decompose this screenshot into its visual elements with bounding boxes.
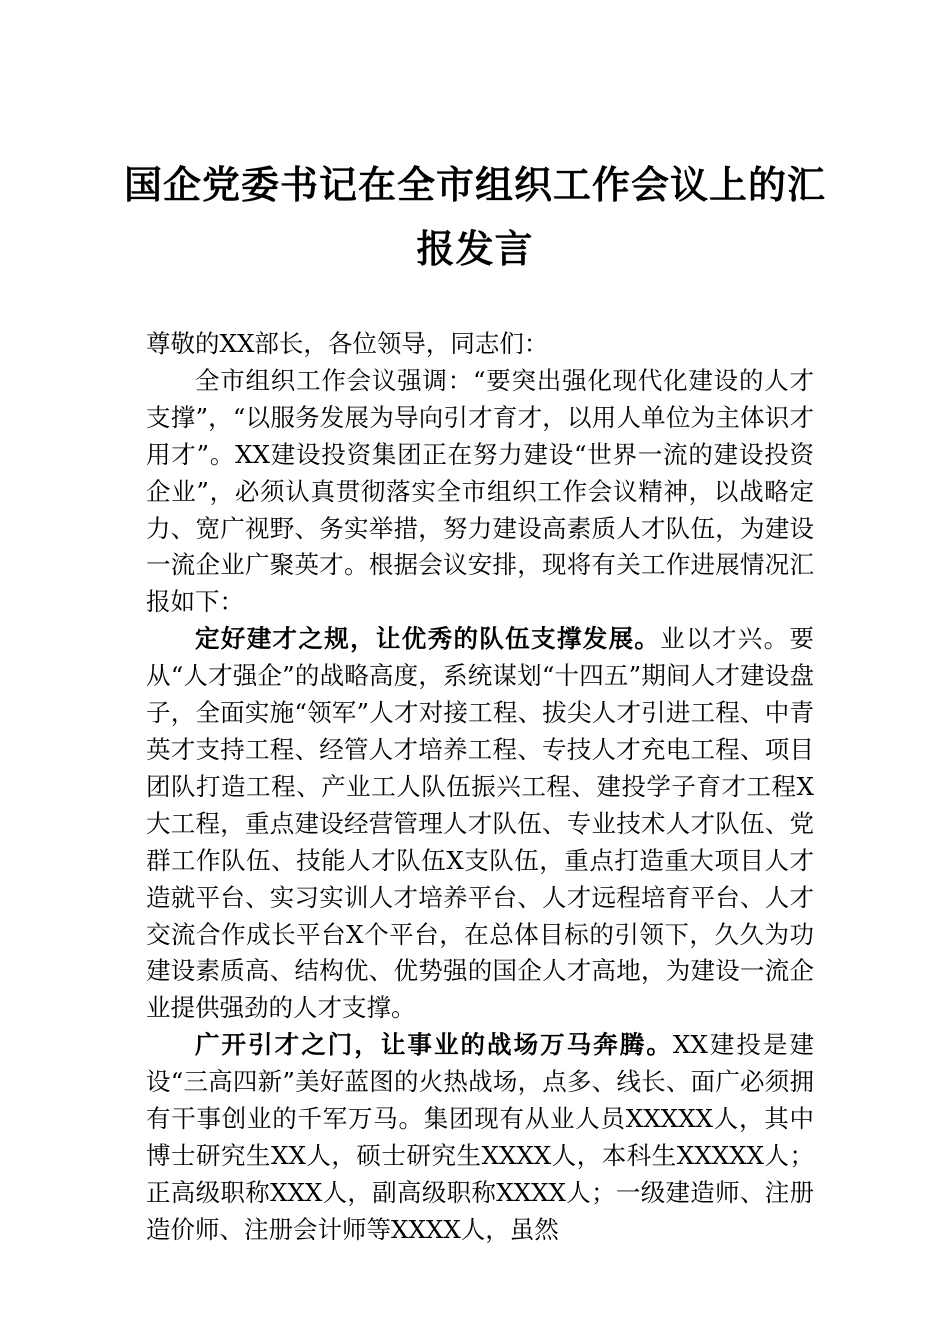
paragraph-talent-recruitment [146,1027,814,1248]
document-title-line-1: 国企党委书记在全市组织工作会议上的汇 [123,162,826,207]
paragraph-talent-recruitment-heading: 广开引才之门，让事业的战场万马奔腾。 [195,1030,673,1060]
paragraph-talent-rules-text: 业以才兴。要从“人才强企”的战略高度，系统谋划“十四五”期间人才建设盘子，全面实施“领军”人才对接工程、拔尖人才引进工程、中青英才支持工程、经管人才培养工程、专技人才充电工程、项目团队打造工程、产业工人队伍振兴工程、建投学子育才工程X大工程，重点建设经营管理人才队伍、专业技术人才队伍、党群工作队伍、技能人才队伍X支队伍，重点打造重大项目人才造就平台、实习实训人才培养平台、人才远程培育平台、人才交流合作成长平台X个平台，在总体目标的引领下，久久为功建设素质高、结构优、优势强的国企人才高地，为建设一流企业提供强劲的人才支撑。 [146,624,815,1023]
paragraph-talent-rules [146,621,814,1027]
document-title-line-2: 报发言 [416,226,534,271]
paragraph-intro [146,363,814,621]
paragraph-talent-recruitment-text: XX建投是建设“三高四新”美好蓝图的火热战场，点多、线长、面广必须拥有干事创业的千军万马。集团现有从业人员XXXXX人，其中博士研究生XX人，硕士研究生XXXX人，本科生XXXXX人；正高级职称XXX人，副高级职称XXXX人；一级建造师、注册造价师、注册会计师等XXXX人，虽然 [146,1030,814,1244]
document-body [146,326,814,1249]
paragraph-intro-text: 全市组织工作会议强调：“要突出强化现代化建设的人才支撑”，“以服务发展为导向引才育才，以用人单位为主体识才用才”。XX建设投资集团正在努力建设“世界一流的建设投资企业”，必须认真贯彻落实全市组织工作会议精神，以战略定力、宽广视野、务实举措，努力建设高素质人才队伍，为建设一流企业广聚英才。根据会议安排，现将有关工作进展情况汇报如下： [146,365,814,617]
salutation: 尊敬的XX部长，各位领导，同志们： [146,329,549,358]
paragraph-talent-rules-heading: 定好建才之规，让优秀的队伍支撑发展。 [195,624,661,654]
